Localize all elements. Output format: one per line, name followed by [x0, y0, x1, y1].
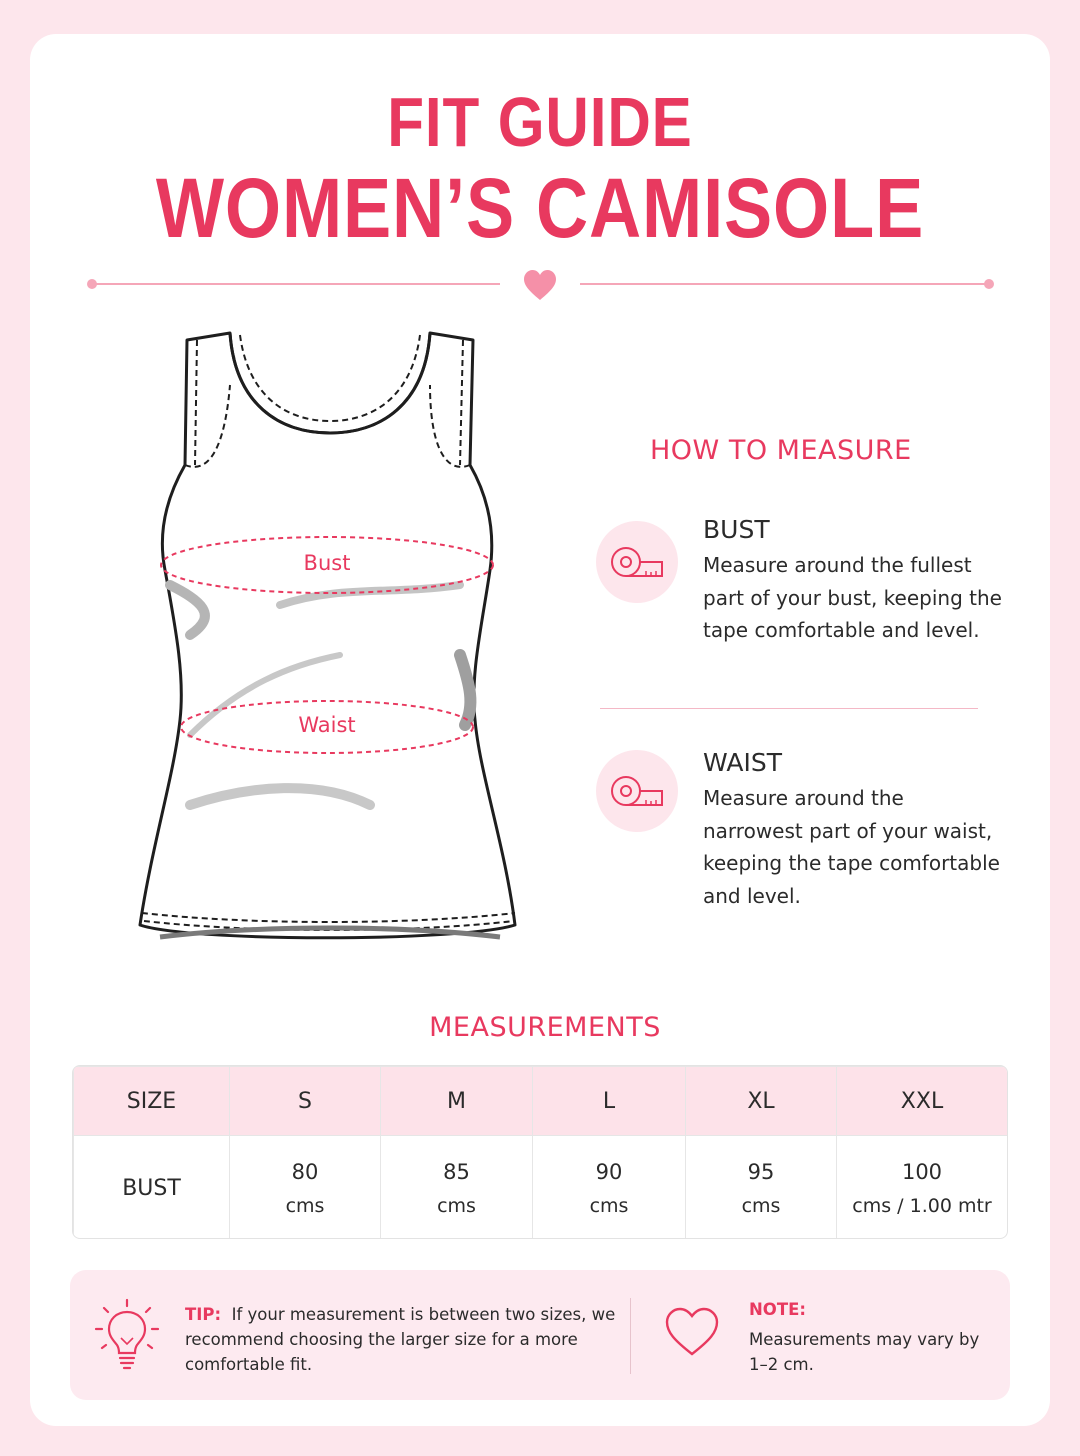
tape-measure-icon — [596, 521, 678, 603]
cell-value: 80 — [291, 1160, 319, 1184]
lightbulb-icon — [94, 1298, 160, 1370]
tip-text — [185, 1302, 625, 1377]
table-header-row — [74, 1067, 1008, 1136]
divider-line-right — [580, 283, 988, 285]
measurements-heading: MEASUREMENTS — [429, 1012, 661, 1043]
measure-separator — [600, 708, 978, 709]
column-header: XL — [686, 1067, 837, 1136]
table-cell — [381, 1136, 533, 1240]
measure-item-bust — [596, 515, 1016, 685]
column-header: SIZE — [74, 1067, 230, 1136]
cell-value: 90 — [595, 1160, 623, 1184]
title-womens-camisole: WOMEN’S CAMISOLE — [155, 161, 925, 255]
column-header: L — [533, 1067, 686, 1136]
cell-unit: cms — [589, 1195, 629, 1217]
cell-value: 95 — [747, 1160, 775, 1184]
note-text: Measurements may vary by 1–2 cm. — [749, 1330, 980, 1374]
column-header: S — [230, 1067, 381, 1136]
how-to-measure-heading: HOW TO MEASURE — [650, 435, 912, 466]
row-header: BUST — [74, 1136, 230, 1240]
tip-body: If your measurement is between two sizes, we recommend choosing the larger size for a more comfortable fit. — [185, 1305, 616, 1374]
tip-label: TIP: — [185, 1305, 222, 1324]
cell-value: 100 — [901, 1160, 943, 1184]
table-cell — [837, 1136, 1008, 1240]
size-table — [72, 1065, 1008, 1239]
measure-item-title: BUST — [703, 515, 770, 544]
tips-box — [70, 1270, 1010, 1400]
cell-unit: cms / 1.00 mtr — [852, 1195, 992, 1217]
tape-measure-icon — [596, 750, 678, 832]
note-label: NOTE: — [749, 1300, 806, 1319]
bust-diagram-label: Bust — [303, 551, 351, 575]
measure-item-text: Measure around the narrowest part of your waist, keeping the tape comfortable and level. — [703, 786, 1000, 908]
heart-icon — [522, 268, 558, 302]
camisole-illustration — [130, 325, 530, 950]
cell-unit: cms — [285, 1195, 325, 1217]
title-fit-guide: FIT GUIDE — [387, 83, 693, 161]
waist-diagram-label: Waist — [298, 713, 356, 737]
table-cell — [230, 1136, 381, 1240]
cell-unit: cms — [437, 1195, 476, 1217]
measure-item-title: WAIST — [703, 748, 782, 777]
table-cell — [686, 1136, 837, 1240]
column-header: M — [381, 1067, 533, 1136]
cell-unit: cms — [741, 1195, 781, 1217]
measure-item-text: Measure around the fullest part of your bust, keeping the tape comfortable and level. — [703, 553, 1002, 642]
divider-dot-right — [984, 279, 994, 289]
measure-item-waist — [596, 748, 1016, 918]
tips-separator — [630, 1298, 631, 1374]
heart-outline-icon — [664, 1306, 720, 1358]
table-row — [74, 1136, 1008, 1240]
table-cell — [533, 1136, 686, 1240]
column-header: XXL — [837, 1067, 1008, 1136]
divider-line-left — [92, 283, 500, 285]
cell-value: 85 — [443, 1160, 470, 1184]
